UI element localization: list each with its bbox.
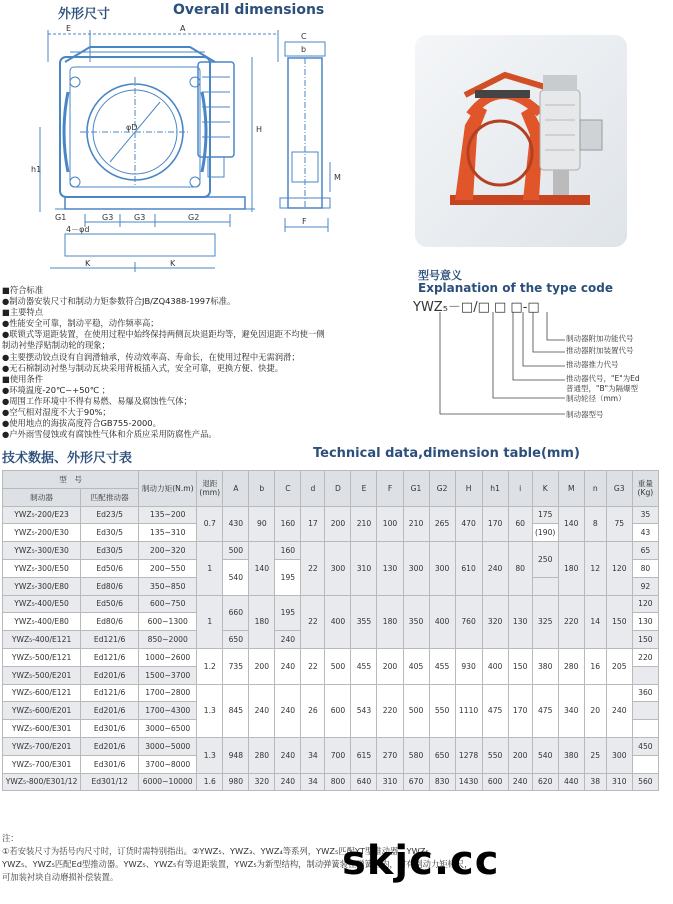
dim-label-H: H (256, 125, 263, 134)
table-cell: Ed301/6 (81, 720, 139, 738)
brake-illustration (415, 35, 627, 247)
table-cell: 22 (301, 542, 325, 595)
table-cell: 620 (532, 773, 558, 791)
table-cell: YWZ₅-400/E80 (3, 613, 81, 631)
table-cell: YWZ₅-400/E121 (3, 631, 81, 649)
feature-line: ●空气相对湿度不大于90%； (2, 407, 111, 418)
table-cell: 135~310 (139, 524, 197, 542)
header-torque: 制动力矩(N.m) (139, 471, 197, 507)
table-cell: 670 (403, 773, 429, 791)
type-code-pattern: YWZ₅－□/□ □ □-□ (413, 300, 540, 315)
table-cell: 540 (532, 737, 558, 773)
table-cell: 475 (482, 684, 508, 737)
table-cell: 700 (325, 737, 351, 773)
table-cell: 320 (482, 595, 508, 648)
notes-line: YWZ₅、YWZ₅匹配Ed型推动器。YWZ₅、YWZ₅有等退距装置，YWZ₅为新型结构，制动弹簧装在弹簧管内，附有制动力矩标尺， (2, 859, 473, 869)
code-label-6: 制动轮径（mm） (566, 394, 626, 403)
table-cell: 300 (429, 542, 455, 595)
table-cell: 550 (482, 737, 508, 773)
table-cell: 6000~10000 (139, 773, 197, 791)
table-cell: 75 (606, 506, 632, 542)
table-cell: 543 (351, 684, 377, 737)
table-cell: 3000~6500 (139, 720, 197, 738)
table-cell: 80 (508, 542, 532, 595)
table-cell: 1278 (455, 737, 482, 773)
table-cell: 1700~4300 (139, 702, 197, 720)
code-label-5: 普通型，"B"为隔爆型 (566, 384, 639, 393)
table-cell: 350~850 (139, 577, 197, 595)
header-dim: b (249, 471, 275, 507)
table-cell (532, 577, 558, 595)
header-dim: h1 (482, 471, 508, 507)
table-cell: 90 (249, 506, 275, 542)
section-title-cn: 外形尺寸 (58, 7, 111, 22)
table-cell: 200 (508, 737, 532, 773)
table-cell: 300 (606, 737, 632, 773)
table-cell: 240 (275, 684, 301, 737)
table-cell: 250 (532, 542, 558, 578)
table-cell: Ed121/6 (81, 648, 139, 666)
header-dim: C (275, 471, 301, 507)
table-cell: 210 (351, 506, 377, 542)
table-cell: 380 (558, 737, 584, 773)
table-cell: YWZ₅-600/E301 (3, 720, 81, 738)
table-cell: 16 (584, 648, 606, 684)
table-cell: Ed201/6 (81, 737, 139, 755)
table-cell: 200 (325, 506, 351, 542)
feature-line: ●户外雨雪侵蚀或有腐蚀性气体和介质应采用防腐性产品。 (2, 429, 217, 440)
table-cell: Ed80/6 (81, 577, 139, 595)
table-cell: 1 (197, 542, 223, 595)
header-dim: G1 (403, 471, 429, 507)
table-cell: Ed301/12 (81, 773, 139, 791)
table-cell: 220 (558, 595, 584, 648)
table-cell: 340 (558, 684, 584, 737)
table-cell: 210 (403, 506, 429, 542)
table-cell: 80 (632, 559, 658, 577)
table-cell: Ed121/6 (81, 684, 139, 702)
dim-label-diameter: φD (126, 123, 138, 132)
table-cell: 1110 (455, 684, 482, 737)
table-cell: 360 (632, 684, 658, 702)
table-cell: 34 (301, 773, 325, 791)
table-cell: 3700~8000 (139, 755, 197, 773)
table-cell: 65 (632, 542, 658, 560)
header-weight: 重量(Kg) (632, 471, 658, 507)
table-row (3, 542, 659, 560)
dim-label-bolt-holes: 4－φd (66, 225, 90, 234)
header-dim: F (377, 471, 403, 507)
table-cell (632, 755, 658, 773)
table-cell: 140 (558, 506, 584, 542)
type-code-title-cn: 型号意义 (418, 269, 462, 282)
table-header-row (3, 471, 659, 489)
header-brake: 制动器 (3, 488, 81, 506)
table-cell: 615 (351, 737, 377, 773)
table-cell: 195 (275, 559, 301, 595)
table-cell: 455 (429, 648, 455, 684)
table-cell: Ed201/6 (81, 702, 139, 720)
table-cell: 600~1300 (139, 613, 197, 631)
table-cell: 150 (606, 595, 632, 648)
table-cell: 34 (301, 737, 325, 773)
table-cell: 175 (532, 506, 558, 524)
table-cell: 200~320 (139, 542, 197, 560)
table-cell: 1700~2800 (139, 684, 197, 702)
dim-label-A: A (180, 24, 186, 33)
feature-line: ●使用地点的海拔高度符合GB755-2000。 (2, 418, 161, 429)
table-cell: 100 (377, 506, 403, 542)
table-cell: 310 (351, 542, 377, 595)
table-cell: 180 (558, 542, 584, 595)
dim-label-h1: h1 (31, 165, 42, 174)
table-cell: 265 (429, 506, 455, 542)
table-cell: 735 (223, 648, 249, 684)
table-cell: 130 (632, 613, 658, 631)
table-cell: 120 (606, 542, 632, 595)
feature-line: 制动衬垫浮贴制动轮的现象； (2, 340, 110, 351)
table-cell: 1.3 (197, 737, 223, 773)
table-cell: Ed50/6 (81, 559, 139, 577)
table-cell: 92 (632, 577, 658, 595)
dim-label-G3-left: G3 (102, 213, 114, 222)
table-cell: YWZ₅-400/E50 (3, 595, 81, 613)
table-cell: 1 (197, 595, 223, 648)
table-cell: 130 (377, 542, 403, 595)
table-cell: 17 (301, 506, 325, 542)
table-cell: 200 (377, 648, 403, 684)
table-cell: 540 (223, 559, 249, 595)
header-dim: G3 (606, 471, 632, 507)
code-label-1: 制动器附加功能代号 (566, 334, 634, 343)
table-cell: Ed30/5 (81, 524, 139, 542)
table-cell (632, 720, 658, 738)
table-cell: 170 (482, 506, 508, 542)
table-cell: 1.2 (197, 648, 223, 684)
table-row (3, 595, 659, 613)
table-cell: YWZ₅-200/E23 (3, 506, 81, 524)
table-cell: 475 (532, 684, 558, 737)
table-cell: 400 (482, 648, 508, 684)
table-cell: 610 (455, 542, 482, 595)
header-dim: i (508, 471, 532, 507)
feature-line: ●制动器安装尺寸和制动力矩参数符合JB/ZQ4388-1997标准。 (2, 296, 236, 307)
table-cell: 500 (223, 542, 249, 560)
header-thruster: 匹配推动器 (81, 488, 139, 506)
table-cell: 3000~5000 (139, 737, 197, 755)
table-cell: YWZ₅-200/E30 (3, 524, 81, 542)
table-cell: 0.7 (197, 506, 223, 542)
table-cell: 240 (275, 648, 301, 684)
code-label-4: 推动器代号，"E"为Ed (566, 374, 640, 383)
header-dim: d (301, 471, 325, 507)
table-cell: 150 (632, 631, 658, 649)
header-dim: A (223, 471, 249, 507)
table-cell: 310 (606, 773, 632, 791)
overall-dimensions-drawing (30, 22, 360, 292)
tech-data-table (2, 470, 659, 791)
feature-line: ●无石棉制动衬垫与制动瓦块采用背板插入式，安全可靠，更换方便、快捷。 (2, 362, 284, 373)
table-cell: 195 (275, 595, 301, 631)
table-cell: 205 (606, 648, 632, 684)
table-cell: 500 (325, 648, 351, 684)
code-label-3: 推动器推力代号 (566, 360, 619, 369)
table-cell: 455 (351, 648, 377, 684)
table-cell: 845 (223, 684, 249, 737)
table-cell (632, 702, 658, 720)
table-cell: 400 (429, 595, 455, 648)
notes (2, 832, 672, 884)
table-cell: 22 (301, 648, 325, 684)
table-cell: YWZ₅-800/E301/12 (3, 773, 81, 791)
table-cell: 430 (223, 506, 249, 542)
table-cell: 405 (403, 648, 429, 684)
table-cell: 25 (584, 737, 606, 773)
header-dim: M (558, 471, 584, 507)
feature-line: ●联锁式等退距装置，在使用过程中始终保持两侧瓦块退距均等，避免因退距不均使一侧 (2, 329, 325, 340)
table-cell: 130 (508, 595, 532, 648)
dim-label-G3-right: G3 (134, 213, 146, 222)
table-cell: 160 (275, 542, 301, 560)
dim-label-F: F (302, 217, 307, 226)
table-cell: 220 (377, 684, 403, 737)
table-cell: Ed121/6 (81, 631, 139, 649)
table-cell: 930 (455, 648, 482, 684)
table-cell: 980 (223, 773, 249, 791)
header-dim: D (325, 471, 351, 507)
table-cell: 280 (558, 648, 584, 684)
product-photo (415, 35, 627, 247)
table-cell: 560 (632, 773, 658, 791)
table-cell: 400 (325, 595, 351, 648)
table-cell: 440 (558, 773, 584, 791)
table-cell: 1.3 (197, 684, 223, 737)
table-cell: Ed50/6 (81, 595, 139, 613)
table-cell: Ed301/6 (81, 755, 139, 773)
table-cell: 1000~2600 (139, 648, 197, 666)
features-list (2, 285, 407, 440)
table-cell: 22 (301, 595, 325, 648)
table-cell: 240 (275, 773, 301, 791)
feature-line: ●周围工作环境中不得有易燃、易爆及腐蚀性气体； (2, 395, 192, 406)
table-cell: 38 (584, 773, 606, 791)
table-cell: 948 (223, 737, 249, 773)
watermark: skjc.cc (342, 838, 500, 884)
table-cell: 1500~3700 (139, 666, 197, 684)
table-title-en: Technical data,dimension table(mm) (313, 446, 580, 461)
table-cell: 240 (275, 631, 301, 649)
table-cell: 43 (632, 524, 658, 542)
code-label-7: 制动器型号 (566, 410, 604, 419)
table-cell: 14 (584, 595, 606, 648)
table-cell: 20 (584, 684, 606, 737)
table-cell: 300 (325, 542, 351, 595)
table-cell: 200~550 (139, 559, 197, 577)
table-cell: 180 (377, 595, 403, 648)
table-cell (632, 666, 658, 684)
table-title-cn: 技术数据、外形尺寸表 (2, 451, 133, 466)
table-cell: 200 (249, 648, 275, 684)
table-cell: YWZ₅-700/E301 (3, 755, 81, 773)
dim-label-G1: G1 (55, 213, 67, 222)
table-cell: 580 (403, 737, 429, 773)
table-cell: 600~750 (139, 595, 197, 613)
table-cell: 280 (249, 737, 275, 773)
table-cell: 350 (403, 595, 429, 648)
table-cell: Ed201/6 (81, 666, 139, 684)
header-dim: n (584, 471, 606, 507)
table-cell: 300 (403, 542, 429, 595)
table-cell: Ed80/6 (81, 613, 139, 631)
table-cell: 325 (532, 595, 558, 648)
table-cell: 650 (223, 631, 249, 649)
table-cell: 240 (508, 773, 532, 791)
table-row (3, 648, 659, 666)
table-cell: 450 (632, 737, 658, 755)
header-dim: E (351, 471, 377, 507)
table-cell: 470 (455, 506, 482, 542)
table-cell: 600 (482, 773, 508, 791)
table-cell: 1.6 (197, 773, 223, 791)
table-cell: 310 (377, 773, 403, 791)
table-cell: YWZ₅-600/E121 (3, 684, 81, 702)
table-cell: 26 (301, 684, 325, 737)
table-cell: 170 (508, 684, 532, 737)
feature-line: ●环境温度-20℃~+50℃ ； (2, 384, 111, 395)
feature-line: ■符合标准 (2, 285, 44, 295)
table-cell: 270 (377, 737, 403, 773)
code-label-2: 推动器附加装置代号 (566, 346, 634, 355)
table-cell: 640 (351, 773, 377, 791)
table-cell: YWZ₅-600/E201 (3, 702, 81, 720)
table-cell: YWZ₅-700/E201 (3, 737, 81, 755)
dim-label-C: C (301, 32, 307, 41)
table-cell: 500 (403, 684, 429, 737)
table-cell: 140 (249, 542, 275, 595)
dim-label-b: b (301, 45, 307, 54)
table-cell: 1430 (455, 773, 482, 791)
dim-label-K-right: K (170, 259, 176, 268)
table-cell: 320 (249, 773, 275, 791)
table-cell: 180 (249, 595, 275, 648)
header-dim: H (455, 471, 482, 507)
type-code-leader-lines (430, 300, 570, 425)
table-cell: (190) (532, 524, 558, 542)
notes-line: ①若安装尺寸为括号内尺寸时，订货时需特别指出。②YWZ₅、YWZ₃、YWZ₄等系列，YWZ₅匹配YT型推动器，YWZ₅、 (2, 846, 438, 856)
table-cell: 35 (632, 506, 658, 524)
table-cell: YWZ₅-300/E50 (3, 559, 81, 577)
table-cell: 60 (508, 506, 532, 542)
table-cell: 120 (632, 595, 658, 613)
dim-label-M: M (334, 173, 341, 182)
table-cell: 550 (429, 684, 455, 737)
table-cell: 240 (249, 684, 275, 737)
header-dim: G2 (429, 471, 455, 507)
dim-label-K-left: K (85, 259, 91, 268)
table-cell: 12 (584, 542, 606, 595)
type-code-title-en: Explanation of the type code (418, 281, 613, 295)
feature-line: ■使用条件 (2, 373, 44, 384)
table-cell: 240 (606, 684, 632, 737)
dim-label-E: E (66, 24, 72, 33)
feature-line: ●主要摆动铰点设有自润滑轴承，传动效率高、寿命长，在使用过程中无需润滑； (2, 351, 300, 362)
notes-line: 可加装衬块自动磨损补偿装置。 (2, 872, 119, 882)
table-row (3, 773, 659, 791)
notes-label: 注： (2, 833, 19, 843)
table-cell: 8 (584, 506, 606, 542)
table-cell: 830 (429, 773, 455, 791)
table-cell: 600 (325, 684, 351, 737)
table-row (3, 506, 659, 524)
table-cell: 760 (455, 595, 482, 648)
table-cell: 160 (275, 506, 301, 542)
header-dim: K (532, 471, 558, 507)
dim-label-G2: G2 (188, 213, 200, 222)
table-cell: YWZ₅-500/E201 (3, 666, 81, 684)
table-cell: YWZ₅-500/E121 (3, 648, 81, 666)
table-cell: Ed23/5 (81, 506, 139, 524)
table-cell: 800 (325, 773, 351, 791)
table-cell: 150 (508, 648, 532, 684)
table-cell: Ed30/5 (81, 542, 139, 560)
table-cell: 650 (429, 737, 455, 773)
table-row (3, 737, 659, 755)
table-cell: 355 (351, 595, 377, 648)
table-cell: 380 (532, 648, 558, 684)
header-model: 型 号 (3, 471, 139, 489)
table-cell: 240 (482, 542, 508, 595)
table-cell: 220 (632, 648, 658, 666)
table-row (3, 684, 659, 702)
feature-line: ■主要特点 (2, 307, 44, 318)
table-cell: 135~200 (139, 506, 197, 524)
section-title-en: Overall dimensions (173, 2, 325, 18)
table-cell: YWZ₅-300/E80 (3, 577, 81, 595)
header-gap: 退距(mm) (197, 471, 223, 507)
table-cell: YWZ₅-300/E30 (3, 542, 81, 560)
feature-line: ●性能安全可靠，制动平稳，动作频率高； (2, 318, 159, 329)
table-cell: 850~2000 (139, 631, 197, 649)
table-cell: 660 (223, 595, 249, 631)
table-cell: 240 (275, 737, 301, 773)
